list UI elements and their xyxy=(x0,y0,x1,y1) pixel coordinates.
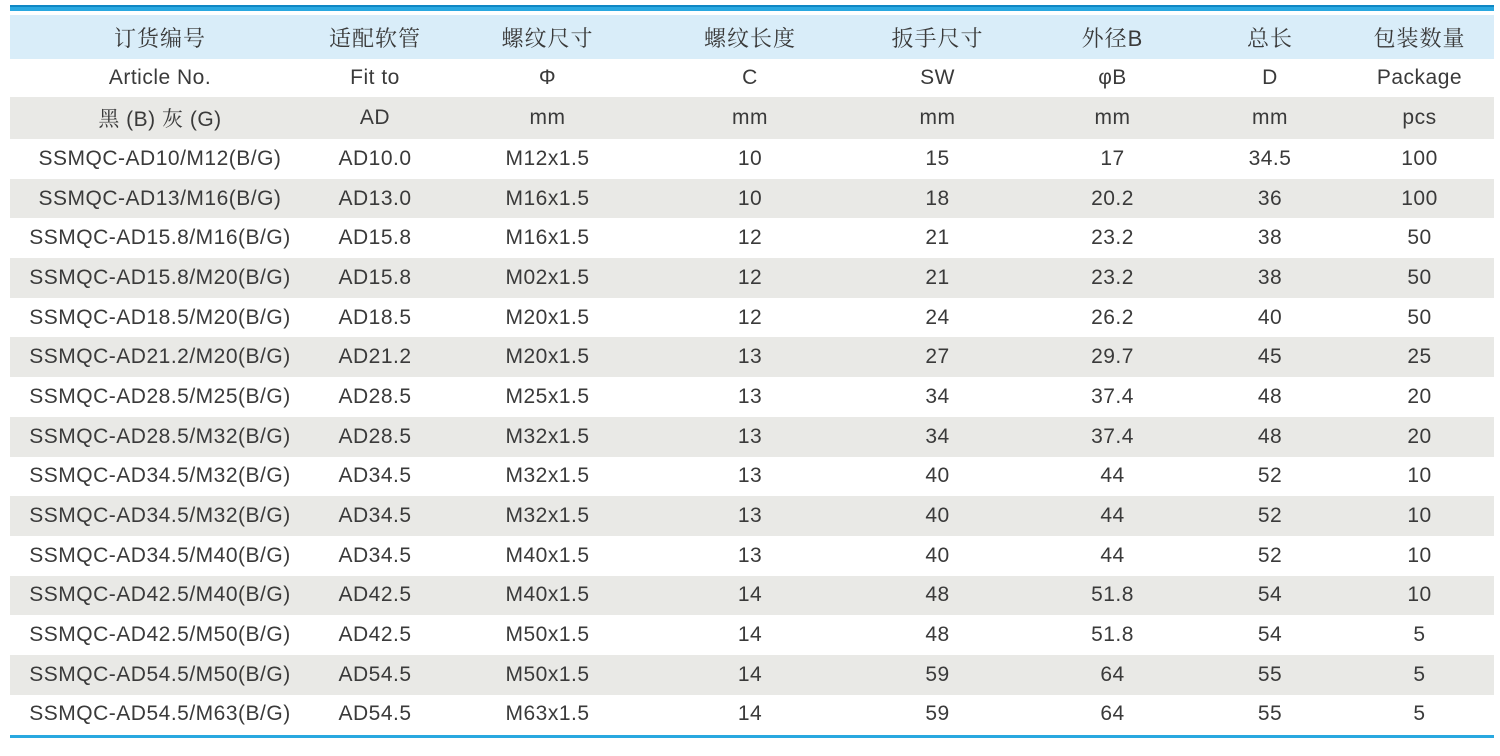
cell-outer_dia_b: 44 xyxy=(1100,464,1125,488)
table-row xyxy=(10,179,1494,219)
cell-thread_size: M32x1.5 xyxy=(505,424,590,448)
cell-thread_size: M25x1.5 xyxy=(505,384,590,408)
cell-thread_size: M32x1.5 xyxy=(505,464,590,488)
table-row xyxy=(10,258,1494,298)
col-header-wrench-size-sub: SW xyxy=(920,66,955,89)
cell-package_qty: 20 xyxy=(1407,424,1432,448)
cell-thread_length: 13 xyxy=(737,384,763,408)
cell-package_qty: 10 xyxy=(1407,464,1432,488)
cell-fit_to: AD28.5 xyxy=(338,384,412,408)
cell-thread_length: 13 xyxy=(737,504,763,528)
cell-fit_to: AD42.5 xyxy=(338,623,412,647)
cell-wrench_size: 40 xyxy=(925,464,950,488)
cell-outer_dia_b: 37.4 xyxy=(1091,384,1134,408)
cell-package_qty: 100 xyxy=(1401,146,1438,170)
col-header-package-zh: 包装数量 xyxy=(1373,25,1466,51)
col-header-fit-to-zh: 适配软管 xyxy=(328,25,421,51)
table-row xyxy=(10,218,1494,258)
cell-total_length: 52 xyxy=(1257,504,1283,528)
table-row xyxy=(10,377,1494,417)
col-header-total-length-sub: D xyxy=(1262,66,1278,89)
col-header-total-length-unit: mm xyxy=(1252,106,1288,129)
col-header-thread-length-unit: mm xyxy=(732,106,768,129)
cell-thread_size: M16x1.5 xyxy=(505,226,590,250)
cell-thread_size: M20x1.5 xyxy=(505,305,590,329)
table-body xyxy=(10,139,1494,734)
cell-outer_dia_b: 23.2 xyxy=(1091,226,1134,250)
table-row xyxy=(10,298,1494,338)
table-row xyxy=(10,655,1494,695)
cell-total_length: 48 xyxy=(1257,424,1283,448)
cell-thread_size: M63x1.5 xyxy=(505,702,590,726)
cell-fit_to: AD34.5 xyxy=(338,464,412,488)
cell-article_no: SSMQC-AD42.5/M50(B/G) xyxy=(29,623,291,647)
cell-total_length: 55 xyxy=(1257,662,1283,686)
cell-outer_dia_b: 44 xyxy=(1100,504,1125,528)
table-header xyxy=(10,15,1494,139)
cell-thread_size: M12x1.5 xyxy=(505,146,590,170)
table-row xyxy=(10,139,1494,179)
cell-package_qty: 50 xyxy=(1407,226,1432,250)
col-header-thread-length-sub: C xyxy=(742,66,758,89)
cell-fit_to: AD34.5 xyxy=(338,504,412,528)
col-header-thread-size-zh: 螺纹尺寸 xyxy=(501,25,594,51)
col-header-article-no-unit: 黑 (B) 灰 (G) xyxy=(98,108,222,131)
cell-wrench_size: 34 xyxy=(925,424,950,448)
cell-wrench_size: 21 xyxy=(925,265,950,289)
catalog-spec-page xyxy=(0,5,1500,756)
cell-thread_size: M32x1.5 xyxy=(505,504,590,528)
col-header-article-no-zh: 订货编号 xyxy=(113,25,206,51)
cell-package_qty: 10 xyxy=(1407,504,1432,528)
table-row xyxy=(10,417,1494,457)
cell-article_no: SSMQC-AD13/M16(B/G) xyxy=(38,186,282,210)
cell-total_length: 38 xyxy=(1257,265,1283,289)
cell-package_qty: 10 xyxy=(1407,583,1432,607)
cell-thread_length: 13 xyxy=(737,543,763,567)
cell-package_qty: 50 xyxy=(1407,305,1432,329)
cell-wrench_size: 40 xyxy=(925,504,950,528)
cell-outer_dia_b: 37.4 xyxy=(1091,424,1134,448)
header-row-units xyxy=(10,97,1494,139)
table-row xyxy=(10,576,1494,616)
cell-outer_dia_b: 64 xyxy=(1100,702,1125,726)
cell-package_qty: 5 xyxy=(1413,662,1426,686)
col-header-outer-dia-sub: φB xyxy=(1098,66,1127,89)
cell-wrench_size: 18 xyxy=(925,186,950,210)
col-header-thread-length-zh: 螺纹长度 xyxy=(703,25,796,51)
cell-package_qty: 25 xyxy=(1407,345,1432,369)
cell-thread_length: 12 xyxy=(737,305,763,329)
cell-package_qty: 5 xyxy=(1413,702,1426,726)
table-row xyxy=(10,457,1494,497)
cell-fit_to: AD18.5 xyxy=(338,305,412,329)
col-header-fit-to-unit: AD xyxy=(359,106,391,129)
cell-fit_to: AD10.0 xyxy=(338,146,412,170)
cell-outer_dia_b: 17 xyxy=(1100,146,1125,170)
cell-article_no: SSMQC-AD28.5/M25(B/G) xyxy=(29,384,291,408)
table-row xyxy=(10,337,1494,377)
cell-article_no: SSMQC-AD10/M12(B/G) xyxy=(38,146,282,170)
cell-thread_length: 13 xyxy=(737,345,763,369)
cell-wrench_size: 27 xyxy=(925,345,950,369)
col-header-outer-dia-zh: 外径B xyxy=(1081,25,1144,51)
col-header-outer-dia-unit: mm xyxy=(1094,106,1131,129)
cell-article_no: SSMQC-AD28.5/M32(B/G) xyxy=(29,424,291,448)
cell-fit_to: AD15.8 xyxy=(338,265,412,289)
cell-thread_size: M02x1.5 xyxy=(505,265,590,289)
cell-thread_length: 12 xyxy=(737,226,763,250)
cell-outer_dia_b: 29.7 xyxy=(1091,345,1134,369)
cell-wrench_size: 48 xyxy=(925,583,950,607)
cell-wrench_size: 40 xyxy=(925,543,950,567)
cell-wrench_size: 48 xyxy=(925,623,950,647)
cell-package_qty: 20 xyxy=(1407,384,1432,408)
col-header-package-unit: pcs xyxy=(1402,106,1437,129)
cell-fit_to: AD21.2 xyxy=(338,345,412,369)
cell-outer_dia_b: 23.2 xyxy=(1091,265,1134,289)
cell-total_length: 52 xyxy=(1257,543,1283,567)
col-header-wrench-size-unit: mm xyxy=(919,106,956,129)
cell-outer_dia_b: 51.8 xyxy=(1091,583,1134,607)
col-header-package-sub: Package xyxy=(1376,66,1463,89)
cell-wrench_size: 15 xyxy=(925,146,950,170)
bottom-accent-rule xyxy=(10,735,1494,738)
cell-thread_size: M50x1.5 xyxy=(505,623,590,647)
col-header-wrench-size-zh: 扳手尺寸 xyxy=(891,25,984,51)
cell-article_no: SSMQC-AD54.5/M50(B/G) xyxy=(29,662,291,686)
cell-outer_dia_b: 20.2 xyxy=(1091,186,1134,210)
cell-thread_size: M20x1.5 xyxy=(505,345,590,369)
cell-package_qty: 100 xyxy=(1401,186,1438,210)
cell-outer_dia_b: 64 xyxy=(1100,662,1125,686)
cell-wrench_size: 59 xyxy=(925,662,950,686)
cell-wrench_size: 59 xyxy=(925,702,950,726)
cell-package_qty: 10 xyxy=(1407,543,1432,567)
cell-total_length: 45 xyxy=(1257,345,1283,369)
cell-total_length: 54 xyxy=(1257,623,1283,647)
cell-fit_to: AD15.8 xyxy=(338,226,412,250)
cell-total_length: 40 xyxy=(1257,305,1283,329)
cell-package_qty: 50 xyxy=(1407,265,1432,289)
table-row xyxy=(10,695,1494,735)
cell-thread_length: 14 xyxy=(737,583,763,607)
cell-thread_length: 10 xyxy=(737,146,763,170)
cell-article_no: SSMQC-AD34.5/M32(B/G) xyxy=(29,504,291,528)
cell-total_length: 38 xyxy=(1257,226,1283,250)
cell-thread_length: 10 xyxy=(737,186,763,210)
col-header-total-length-zh: 总长 xyxy=(1246,25,1293,51)
cell-thread_length: 14 xyxy=(737,702,763,726)
product-spec-table xyxy=(10,15,1494,734)
cell-outer_dia_b: 51.8 xyxy=(1091,623,1134,647)
cell-thread_length: 14 xyxy=(737,662,763,686)
cell-article_no: SSMQC-AD15.8/M16(B/G) xyxy=(29,226,291,250)
cell-package_qty: 5 xyxy=(1413,623,1426,647)
col-header-fit-to-sub: Fit to xyxy=(350,66,400,89)
cell-article_no: SSMQC-AD34.5/M40(B/G) xyxy=(29,543,291,567)
cell-total_length: 55 xyxy=(1257,702,1283,726)
cell-thread_length: 13 xyxy=(737,424,763,448)
cell-thread_length: 12 xyxy=(737,265,763,289)
cell-fit_to: AD34.5 xyxy=(338,543,412,567)
table-row xyxy=(10,496,1494,536)
cell-thread_size: M50x1.5 xyxy=(505,662,590,686)
header-row-chinese xyxy=(10,15,1494,59)
cell-thread_size: M16x1.5 xyxy=(505,186,590,210)
header-row-english xyxy=(10,59,1494,97)
cell-fit_to: AD54.5 xyxy=(338,702,412,726)
cell-outer_dia_b: 44 xyxy=(1100,543,1125,567)
cell-total_length: 52 xyxy=(1257,464,1283,488)
cell-fit_to: AD42.5 xyxy=(338,583,412,607)
cell-article_no: SSMQC-AD42.5/M40(B/G) xyxy=(29,583,291,607)
cell-thread_size: M40x1.5 xyxy=(505,583,590,607)
cell-thread_length: 14 xyxy=(737,623,763,647)
table-row xyxy=(10,615,1494,655)
cell-article_no: SSMQC-AD54.5/M63(B/G) xyxy=(29,702,291,726)
cell-article_no: SSMQC-AD34.5/M32(B/G) xyxy=(29,464,291,488)
cell-wrench_size: 34 xyxy=(925,384,950,408)
col-header-article-no-sub: Article No. xyxy=(108,66,212,89)
cell-fit_to: AD54.5 xyxy=(338,662,412,686)
cell-fit_to: AD28.5 xyxy=(338,424,412,448)
table-row xyxy=(10,536,1494,576)
col-header-thread-size-unit: mm xyxy=(529,106,566,129)
cell-total_length: 36 xyxy=(1257,186,1283,210)
cell-total_length: 34.5 xyxy=(1248,146,1292,170)
col-header-thread-size-sub: Φ xyxy=(538,66,557,89)
cell-total_length: 54 xyxy=(1257,583,1283,607)
cell-wrench_size: 24 xyxy=(925,305,950,329)
cell-article_no: SSMQC-AD15.8/M20(B/G) xyxy=(29,265,291,289)
cell-total_length: 48 xyxy=(1257,384,1283,408)
cell-article_no: SSMQC-AD18.5/M20(B/G) xyxy=(29,305,291,329)
cell-wrench_size: 21 xyxy=(925,226,950,250)
cell-outer_dia_b: 26.2 xyxy=(1091,305,1134,329)
cell-thread_length: 13 xyxy=(737,464,763,488)
cell-article_no: SSMQC-AD21.2/M20(B/G) xyxy=(29,345,291,369)
cell-fit_to: AD13.0 xyxy=(338,186,412,210)
cell-thread_size: M40x1.5 xyxy=(505,543,590,567)
